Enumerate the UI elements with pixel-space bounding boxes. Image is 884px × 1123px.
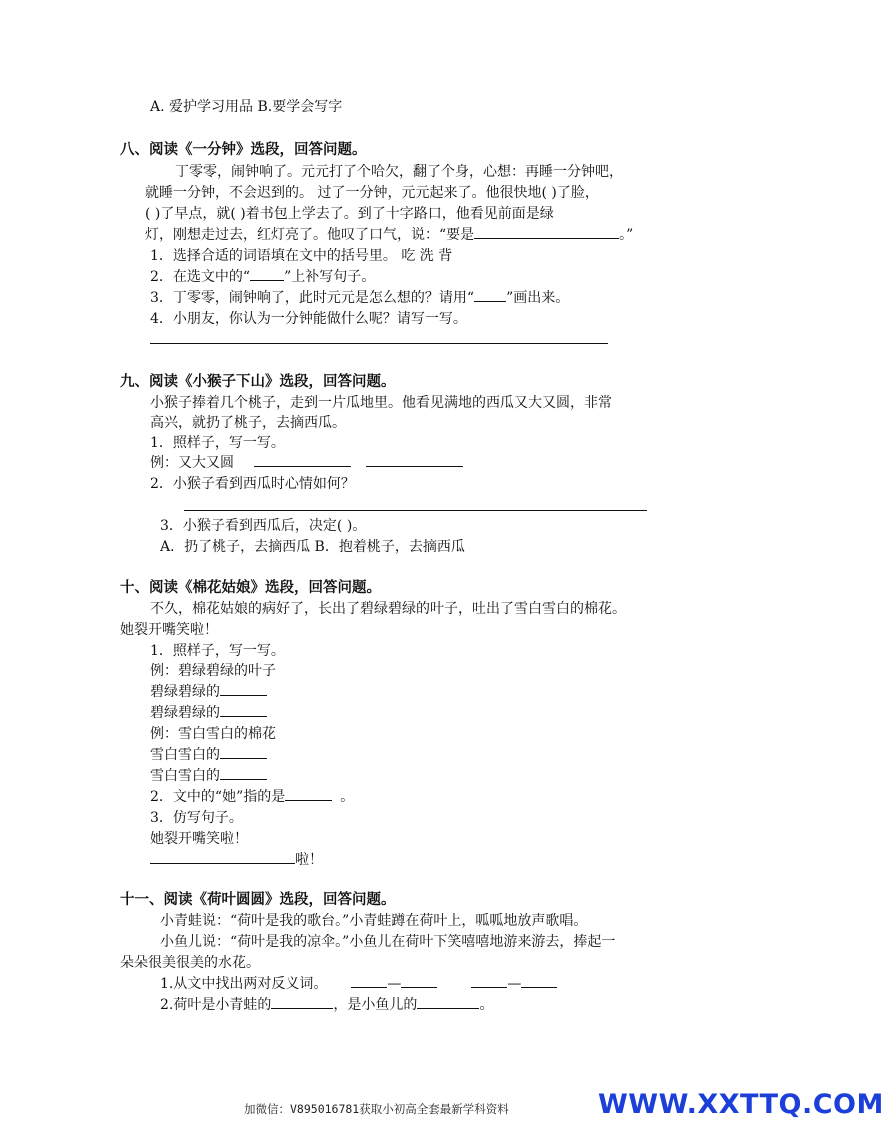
question-1: 1．选择合适的词语填在文中的括号里。 吃 洗 背 bbox=[150, 248, 453, 264]
answer-blank[interactable] bbox=[271, 996, 333, 1009]
question-1 bbox=[160, 974, 557, 994]
answer-blank[interactable] bbox=[474, 226, 619, 239]
brand-link[interactable]: WWW.XXTTQ.COM bbox=[598, 1089, 884, 1120]
passage-text: 灯，刚想走过去，红灯亮了。他叹了口气，说：“要是 bbox=[145, 227, 475, 243]
answer-blank[interactable] bbox=[401, 975, 437, 988]
question-text: 。 bbox=[479, 997, 494, 1013]
passage-line: 高兴，就扔了桃子，去摘西瓜。 bbox=[150, 415, 346, 431]
question-4: 4．小朋友，你认为一分钟能做什么呢？请写一写。 bbox=[150, 311, 467, 327]
example-line bbox=[150, 453, 463, 473]
fill-line bbox=[150, 766, 267, 786]
question-1: 1．照样子，写一写。 bbox=[150, 643, 285, 659]
options-line: A. 爱护学习用品 B.要学会写字 bbox=[150, 99, 343, 115]
answer-line[interactable] bbox=[184, 510, 647, 511]
passage-line: ( )了早点，就( )着书包上学去了。到了十字路口，他看见前面是绿 bbox=[145, 206, 554, 222]
section-9-heading: 九、阅读《小猴子下山》选段，回答问题。 bbox=[120, 374, 396, 390]
question-3: 3．小猴子看到西瓜后，决定( )。 bbox=[160, 518, 367, 534]
question-3 bbox=[150, 288, 569, 308]
footer-note: 加微信：V895016781获取小初高全套最新学科资料 bbox=[244, 1102, 509, 1116]
question-text: 。 bbox=[340, 789, 355, 805]
question-2: 2．小猴子看到西瓜时心情如何？ bbox=[150, 476, 355, 492]
options-line: A．扔了桃子，去摘西瓜 B．抱着桃子，去摘西瓜 bbox=[160, 539, 465, 555]
question-2 bbox=[160, 995, 493, 1015]
fill-text: 雪白雪白的 bbox=[150, 768, 220, 784]
fill-text: 碧绿碧绿的 bbox=[150, 705, 220, 721]
answer-blank[interactable] bbox=[366, 454, 463, 467]
passage-line: 丁零零，闹钟响了。元元打了个哈欠，翻了个身，心想：再睡一分钟吧， bbox=[175, 164, 623, 180]
question-text: 2．文中的“她”指的是 bbox=[150, 789, 286, 805]
passage-line: 就睡一分钟，不会迟到的。 过了一分钟，元元起来了。他很快地( )了脸， bbox=[145, 185, 599, 201]
question-2 bbox=[150, 787, 354, 807]
example-line: 例：雪白雪白的棉花 bbox=[150, 726, 276, 742]
fill-line bbox=[150, 703, 267, 723]
fill-line bbox=[150, 850, 323, 870]
fill-text: 雪白雪白的 bbox=[150, 747, 220, 763]
passage-line: 小青蛙说：“荷叶是我的歌台。”小青蛙蹲在荷叶上，呱呱地放声歌唱。 bbox=[160, 913, 588, 929]
answer-blank[interactable] bbox=[285, 788, 332, 801]
passage-text: 。” bbox=[619, 227, 634, 243]
question-text: ”上补写句子。 bbox=[284, 269, 376, 285]
passage-line: 不久，棉花姑娘的病好了，长出了碧绿碧绿的叶子，吐出了雪白雪白的棉花。 bbox=[150, 601, 626, 617]
passage-line: 小猴子捧着几个桃子，走到一片瓜地里。他看见满地的西瓜又大又圆，非常 bbox=[150, 395, 612, 411]
fill-text: 啦！ bbox=[295, 852, 323, 868]
dash: — bbox=[387, 976, 402, 992]
section-8-heading: 八、阅读《一分钟》选段，回答问题。 bbox=[120, 142, 367, 158]
question-text: 1.从文中找出两对反义词。 bbox=[160, 976, 328, 992]
section-11-heading: 十一、阅读《荷叶圆圆》选段，回答问题。 bbox=[120, 892, 396, 908]
answer-blank[interactable] bbox=[220, 767, 267, 780]
fill-line bbox=[150, 745, 267, 765]
answer-blank[interactable] bbox=[220, 746, 267, 759]
passage-line: 小鱼儿说：“荷叶是我的凉伞。”小鱼儿在荷叶下笑嘻嘻地游来游去，捧起一 bbox=[160, 934, 616, 950]
answer-blank[interactable] bbox=[521, 975, 557, 988]
section-10-heading: 十、阅读《棉花姑娘》选段，回答问题。 bbox=[120, 580, 381, 596]
question-text: 3．丁零零，闹钟响了，此时元元是怎么想的？请用“ bbox=[150, 290, 475, 306]
question-1: 1．照样子，写一写。 bbox=[150, 435, 285, 451]
answer-blank[interactable] bbox=[471, 975, 507, 988]
example-line: 例：碧绿碧绿的叶子 bbox=[150, 663, 276, 679]
answer-blank[interactable] bbox=[250, 268, 284, 281]
answer-blank[interactable] bbox=[417, 996, 479, 1009]
passage-line: 朵朵很美很美的水花。 bbox=[120, 955, 260, 971]
question-text: 2.荷叶是小青蛙的 bbox=[160, 997, 272, 1013]
answer-blank[interactable] bbox=[220, 683, 267, 696]
passage-line bbox=[145, 225, 633, 245]
example-text: 例：又大又圆 bbox=[150, 455, 234, 471]
fill-line bbox=[150, 682, 267, 702]
fill-text: 碧绿碧绿的 bbox=[150, 684, 220, 700]
passage-line: 她裂开嘴笑啦！ bbox=[120, 622, 218, 638]
model-sentence: 她裂开嘴笑啦！ bbox=[150, 831, 248, 847]
question-3: 3．仿写句子。 bbox=[150, 810, 243, 826]
question-text: ”画出来。 bbox=[506, 290, 570, 306]
question-text: 2．在选文中的“ bbox=[150, 269, 251, 285]
answer-blank[interactable] bbox=[474, 289, 506, 302]
answer-blank[interactable] bbox=[351, 975, 387, 988]
answer-blank[interactable] bbox=[150, 851, 295, 864]
question-2 bbox=[150, 267, 375, 287]
answer-line[interactable] bbox=[150, 343, 608, 344]
answer-blank[interactable] bbox=[254, 454, 351, 467]
dash: — bbox=[507, 976, 522, 992]
question-text: ，是小鱼儿的 bbox=[333, 997, 418, 1013]
answer-blank[interactable] bbox=[220, 704, 267, 717]
